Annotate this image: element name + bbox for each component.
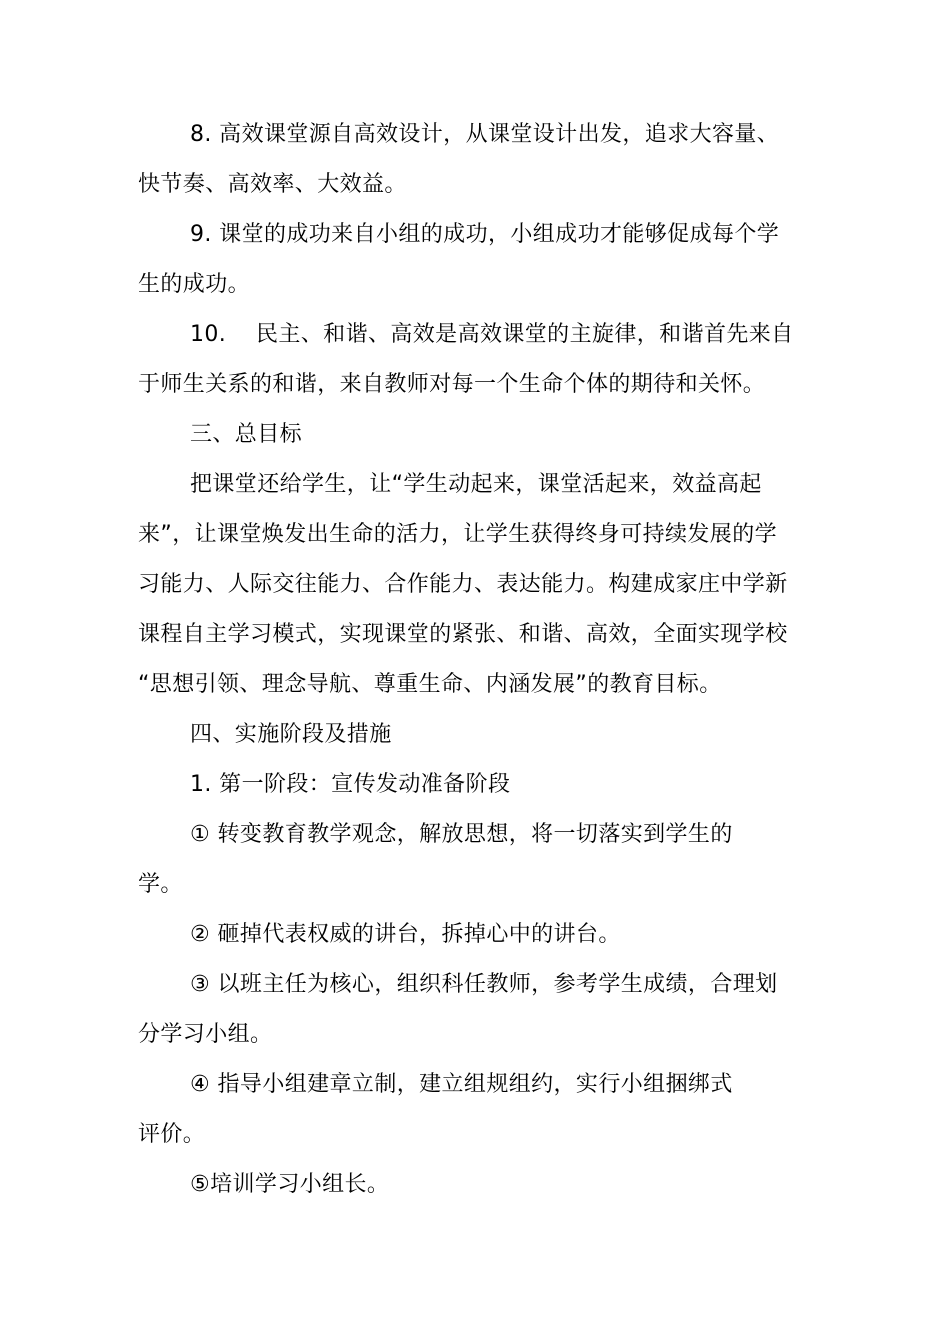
goals-paragraph-line-2: 来”，让课堂焕发出生命的活力，让学生获得终身可持续发展的学 (138, 522, 777, 547)
goals-paragraph-line-3: 习能力、人际交往能力、合作能力、表达能力。构建成家庄中学新 (138, 572, 788, 597)
item-3-line-1: ③ 以班主任为核心，组织科任教师，参考学生成绩，合理划 (190, 972, 778, 997)
goals-paragraph-line-4: 课程自主学习模式，实现课堂的紧张、和谐、高效，全面实现学校 (138, 622, 788, 647)
goals-paragraph-line-1: 把课堂还给学生，让“学生动起来，课堂活起来，效益高起 (190, 472, 762, 497)
paragraph-10-line-1: 10. 民主、和谐、高效是高效课堂的主旋律，和谐首先来自 (190, 322, 794, 347)
section-heading-implementation: 四、实施阶段及措施 (190, 722, 392, 747)
paragraph-10-line-2: 于师生关系的和谐，来自教师对每一个生命个体的期待和关怀。 (138, 372, 766, 397)
item-5: ⑤培训学习小组长。 (190, 1172, 390, 1197)
item-3-line-2: 分学习小组。 (138, 1022, 273, 1047)
stage-1-heading: 1. 第一阶段：宣传发动准备阶段 (190, 772, 511, 797)
paragraph-9-line-1: 9. 课堂的成功来自小组的成功，小组成功才能够促成每个学 (190, 222, 780, 247)
item-4-line-2: 评价。 (138, 1122, 206, 1147)
item-2: ② 砸掉代表权威的讲台，拆掉心中的讲台。 (190, 922, 621, 947)
section-heading-goals: 三、总目标 (190, 422, 303, 447)
item-1-line-1: ① 转变教育教学观念，解放思想，将一切落实到学生的 (190, 822, 733, 847)
item-4-line-1: ④ 指导小组建章立制，建立组规组约，实行小组捆绑式 (190, 1072, 733, 1097)
paragraph-8-line-1: 8. 高效课堂源自高效设计，从课堂设计出发，追求大容量、 (190, 122, 780, 147)
goals-paragraph-line-5: “思想引领、理念导航、尊重生命、内涵发展”的教育目标。 (138, 672, 722, 697)
item-1-line-2: 学。 (138, 872, 183, 897)
paragraph-9-line-2: 生的成功。 (138, 272, 251, 297)
paragraph-8-line-2: 快节奏、高效率、大效益。 (138, 172, 407, 197)
